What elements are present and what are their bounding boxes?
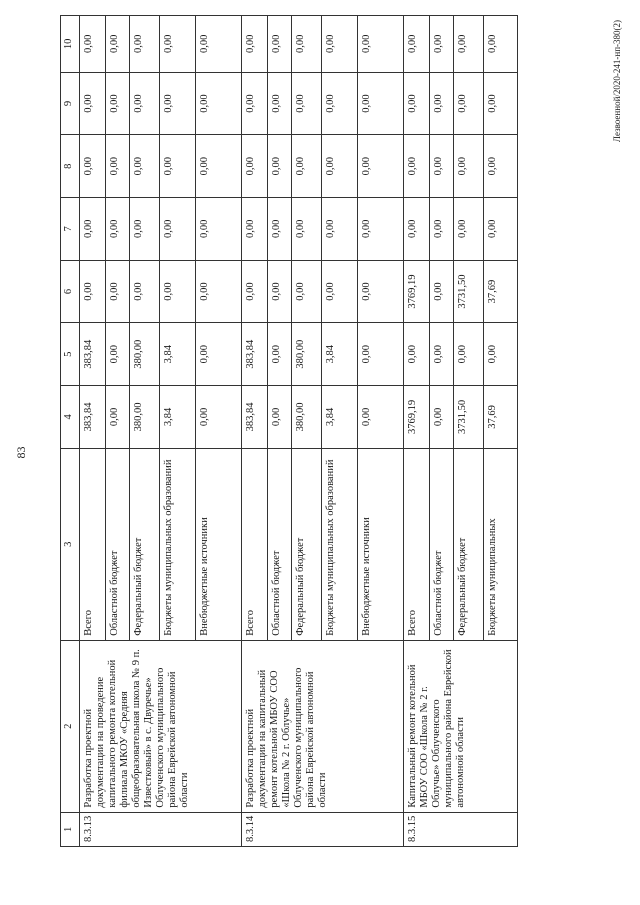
value-cell: [160, 386, 196, 449]
value-v10: 0,00: [295, 34, 306, 54]
value-cell: [322, 323, 358, 386]
value-cell: [322, 198, 358, 261]
value-v7: 0,00: [295, 219, 306, 239]
value-v5: 0,00: [407, 345, 418, 364]
value-cell: [404, 260, 430, 323]
value-v7: 0,00: [325, 219, 336, 239]
budget-table: [60, 15, 518, 847]
value-v10: 0,00: [83, 34, 94, 54]
value-cell: [160, 198, 196, 261]
value-v10: 0,00: [245, 34, 256, 54]
value-v9: 0,00: [325, 94, 336, 113]
value-v5: 380,00: [133, 339, 144, 369]
item-title: Разработка проектной документации на проведение капитального ремонта котельной филиала МКОУ «Средняя общеобразовательная школа № 9 п. Известковый» в с. Двуречье» Облученского муниципального района Еврейской автономной области: [80, 640, 242, 812]
value-cell: [292, 198, 322, 261]
value-cell: [292, 72, 322, 135]
value-v7: 0,00: [163, 219, 174, 239]
value-cell: [160, 323, 196, 386]
value-v7: 0,00: [199, 219, 210, 239]
funding-source: Федеральный бюджет: [292, 448, 322, 640]
value-cell: [160, 16, 196, 73]
value-v5: 0,00: [433, 345, 444, 364]
value-cell: [484, 198, 518, 261]
funding-source: Бюджеты муниципальных образований: [322, 448, 358, 640]
value-v10: 0,00: [133, 34, 144, 54]
header-cell: 6: [61, 260, 80, 323]
value-cell: [430, 16, 454, 73]
value-cell: [292, 16, 322, 73]
value-v6: 0,00: [83, 282, 94, 301]
value-v5: 0,00: [361, 345, 372, 364]
value-v4: 3731,50: [457, 399, 468, 434]
value-cell: [454, 16, 484, 73]
page-number: 83: [14, 446, 28, 459]
item-code: 8.3.14: [242, 812, 404, 846]
value-v7: 0,00: [245, 219, 256, 239]
value-v9: 0,00: [163, 94, 174, 113]
value-v10: 0,00: [163, 34, 174, 54]
item-code: 8.3.15: [404, 812, 518, 846]
value-cell: [130, 198, 160, 261]
value-v10: 0,00: [433, 34, 444, 54]
header-cell: 4: [61, 386, 80, 449]
header-cell: 10: [61, 16, 80, 73]
value-cell: [242, 198, 268, 261]
funding-source: Внебюджетные источники: [358, 448, 404, 640]
value-cell: [484, 260, 518, 323]
value-cell: [196, 323, 242, 386]
value-v6: 0,00: [295, 282, 306, 301]
value-cell: [196, 135, 242, 198]
value-v4: 0,00: [271, 407, 282, 427]
section-first-row: [404, 16, 430, 847]
value-v4: 0,00: [361, 407, 372, 427]
value-cell: [484, 386, 518, 449]
value-v4: 37,69: [487, 405, 498, 429]
value-v4: 3,84: [163, 407, 174, 427]
value-cell: [268, 16, 292, 73]
value-cell: [292, 135, 322, 198]
header-row: [61, 16, 80, 847]
value-cell: [292, 386, 322, 449]
value-v10: 0,00: [271, 34, 282, 54]
funding-source: Федеральный бюджет: [454, 448, 484, 640]
value-v5: 383,84: [83, 339, 94, 369]
value-v5: 0,00: [199, 345, 210, 364]
value-cell: [106, 323, 130, 386]
value-v6: 0,00: [109, 282, 120, 301]
value-cell: [454, 72, 484, 135]
value-cell: [292, 260, 322, 323]
value-v4: 380,00: [133, 402, 144, 432]
value-v7: 0,00: [487, 219, 498, 239]
value-v7: 0,00: [109, 219, 120, 239]
value-v10: 0,00: [407, 34, 418, 54]
funding-source: Всего: [242, 448, 268, 640]
value-cell: [358, 16, 404, 73]
value-v8: 0,00: [487, 157, 498, 176]
value-cell: [484, 323, 518, 386]
value-cell: [106, 260, 130, 323]
value-cell: [404, 386, 430, 449]
value-cell: [358, 135, 404, 198]
funding-source: Областной бюджет: [106, 448, 130, 640]
value-cell: [322, 386, 358, 449]
value-cell: [130, 386, 160, 449]
funding-source: Областной бюджет: [268, 448, 292, 640]
value-cell: [130, 72, 160, 135]
value-v8: 0,00: [83, 157, 94, 176]
value-cell: [196, 198, 242, 261]
value-v4: 380,00: [295, 402, 306, 432]
value-cell: [268, 135, 292, 198]
value-v5: 380,00: [295, 339, 306, 369]
value-cell: [430, 135, 454, 198]
value-v8: 0,00: [457, 157, 468, 176]
value-cell: [196, 72, 242, 135]
value-v9: 0,00: [433, 94, 444, 113]
header-cell: 1: [61, 812, 80, 846]
value-v10: 0,00: [457, 34, 468, 54]
value-v5: 0,00: [487, 345, 498, 364]
value-cell: [196, 386, 242, 449]
value-cell: [268, 198, 292, 261]
funding-source: Областной бюджет: [430, 448, 454, 640]
value-cell: [404, 16, 430, 73]
value-v8: 0,00: [199, 157, 210, 176]
value-v9: 0,00: [109, 94, 120, 113]
value-cell: [430, 72, 454, 135]
value-cell: [130, 16, 160, 73]
funding-source: Внебюджетные источники: [196, 448, 242, 640]
value-cell: [242, 260, 268, 323]
value-cell: [196, 16, 242, 73]
value-cell: [242, 323, 268, 386]
value-v6: 0,00: [271, 282, 282, 301]
section-first-row: [242, 16, 268, 847]
value-v7: 0,00: [433, 219, 444, 239]
value-cell: [130, 260, 160, 323]
value-cell: [80, 198, 106, 261]
value-cell: [454, 323, 484, 386]
value-v10: 0,00: [361, 34, 372, 54]
value-cell: [242, 386, 268, 449]
value-cell: [106, 72, 130, 135]
value-v6: 0,00: [199, 282, 210, 301]
header-cell: 9: [61, 72, 80, 135]
value-v7: 0,00: [133, 219, 144, 239]
value-cell: [484, 16, 518, 73]
value-v9: 0,00: [133, 94, 144, 113]
value-v5: 3,84: [163, 345, 174, 364]
funding-source: Бюджеты муниципальных образований: [160, 448, 196, 640]
header-cell: 5: [61, 323, 80, 386]
value-v7: 0,00: [361, 219, 372, 239]
value-v8: 0,00: [109, 157, 120, 176]
value-v9: 0,00: [295, 94, 306, 113]
header-cell: 3: [61, 448, 80, 640]
value-cell: [358, 386, 404, 449]
value-v9: 0,00: [407, 94, 418, 113]
value-v5: 0,00: [109, 345, 120, 364]
value-v10: 0,00: [109, 34, 120, 54]
value-cell: [454, 135, 484, 198]
value-cell: [196, 260, 242, 323]
value-cell: [106, 386, 130, 449]
value-v4: 3769,19: [407, 399, 418, 434]
value-cell: [80, 16, 106, 73]
value-v8: 0,00: [433, 157, 444, 176]
value-v7: 0,00: [457, 219, 468, 239]
value-v7: 0,00: [407, 219, 418, 239]
header-cell: 2: [61, 640, 80, 812]
value-cell: [430, 260, 454, 323]
value-cell: [454, 260, 484, 323]
item-code: 8.3.13: [80, 812, 242, 846]
value-cell: [80, 72, 106, 135]
value-v9: 0,00: [199, 94, 210, 113]
value-cell: [322, 260, 358, 323]
value-cell: [404, 198, 430, 261]
value-cell: [404, 72, 430, 135]
value-v7: 0,00: [83, 219, 94, 239]
value-v6: 0,00: [245, 282, 256, 301]
value-v6: 0,00: [133, 282, 144, 301]
value-cell: [322, 16, 358, 73]
value-v9: 0,00: [83, 94, 94, 113]
value-v5: 3,84: [325, 345, 336, 364]
value-cell: [404, 135, 430, 198]
value-v5: 0,00: [271, 345, 282, 364]
value-cell: [268, 323, 292, 386]
value-v5: 383,84: [245, 339, 256, 369]
value-cell: [242, 135, 268, 198]
value-cell: [80, 386, 106, 449]
funding-source: Бюджеты муниципальных: [484, 448, 518, 640]
value-cell: [80, 260, 106, 323]
value-cell: [80, 135, 106, 198]
value-cell: [160, 135, 196, 198]
footer-code: Лезвоенной/2020-241-нп-380(2): [612, 20, 622, 143]
value-cell: [404, 323, 430, 386]
value-v10: 0,00: [325, 34, 336, 54]
value-cell: [106, 135, 130, 198]
value-cell: [358, 323, 404, 386]
funding-source: Всего: [80, 448, 106, 640]
value-cell: [130, 323, 160, 386]
value-cell: [292, 323, 322, 386]
value-v6: 3769,19: [407, 274, 418, 309]
value-cell: [80, 323, 106, 386]
value-v10: 0,00: [487, 34, 498, 54]
value-cell: [160, 72, 196, 135]
value-v8: 0,00: [133, 157, 144, 176]
item-title: Капитальный ремонт котельной МБОУ СОО «Школа № 2 г. Облучье» Облученского муниципального района Еврейской автономной области: [404, 640, 518, 812]
value-v8: 0,00: [325, 157, 336, 176]
value-cell: [358, 260, 404, 323]
item-title: Разработка проектной документации на капитальный ремонт котельной МБОУ СОО «Школа № 2 г. Облучье» Облученского муниципального района Еврейской автономной области: [242, 640, 404, 812]
value-v9: 0,00: [271, 94, 282, 113]
value-cell: [106, 16, 130, 73]
funding-source: Всего: [404, 448, 430, 640]
value-v4: 0,00: [109, 407, 120, 427]
value-v9: 0,00: [245, 94, 256, 113]
header-cell: 8: [61, 135, 80, 198]
value-v6: 0,00: [361, 282, 372, 301]
value-v8: 0,00: [163, 157, 174, 176]
funding-source: Федеральный бюджет: [130, 448, 160, 640]
value-cell: [268, 260, 292, 323]
value-cell: [268, 72, 292, 135]
value-v7: 0,00: [271, 219, 282, 239]
value-v9: 0,00: [457, 94, 468, 113]
value-cell: [358, 72, 404, 135]
value-cell: [430, 198, 454, 261]
value-v4: 383,84: [83, 402, 94, 432]
value-v6: 37,69: [487, 279, 498, 304]
value-v6: 0,00: [433, 282, 444, 301]
section-first-row: [80, 16, 106, 847]
value-cell: [430, 386, 454, 449]
value-v6: 0,00: [325, 282, 336, 301]
value-cell: [484, 72, 518, 135]
value-v8: 0,00: [407, 157, 418, 176]
value-cell: [160, 260, 196, 323]
value-v4: 0,00: [199, 407, 210, 427]
value-cell: [242, 16, 268, 73]
value-cell: [358, 198, 404, 261]
value-cell: [484, 135, 518, 198]
value-v4: 0,00: [433, 407, 444, 427]
value-v8: 0,00: [245, 157, 256, 176]
value-cell: [454, 386, 484, 449]
value-v9: 0,00: [361, 94, 372, 113]
value-v8: 0,00: [295, 157, 306, 176]
value-cell: [242, 72, 268, 135]
header-cell: 7: [61, 198, 80, 261]
value-v8: 0,00: [361, 157, 372, 176]
value-v4: 3,84: [325, 407, 336, 427]
value-v10: 0,00: [199, 34, 210, 54]
value-cell: [268, 386, 292, 449]
value-cell: [454, 198, 484, 261]
value-v6: 0,00: [163, 282, 174, 301]
value-v9: 0,00: [487, 94, 498, 113]
value-cell: [322, 135, 358, 198]
value-v4: 383,84: [245, 402, 256, 432]
value-cell: [106, 198, 130, 261]
value-v6: 3731,50: [457, 274, 468, 309]
value-cell: [430, 323, 454, 386]
value-cell: [322, 72, 358, 135]
value-cell: [130, 135, 160, 198]
value-v5: 0,00: [457, 345, 468, 364]
value-v8: 0,00: [271, 157, 282, 176]
